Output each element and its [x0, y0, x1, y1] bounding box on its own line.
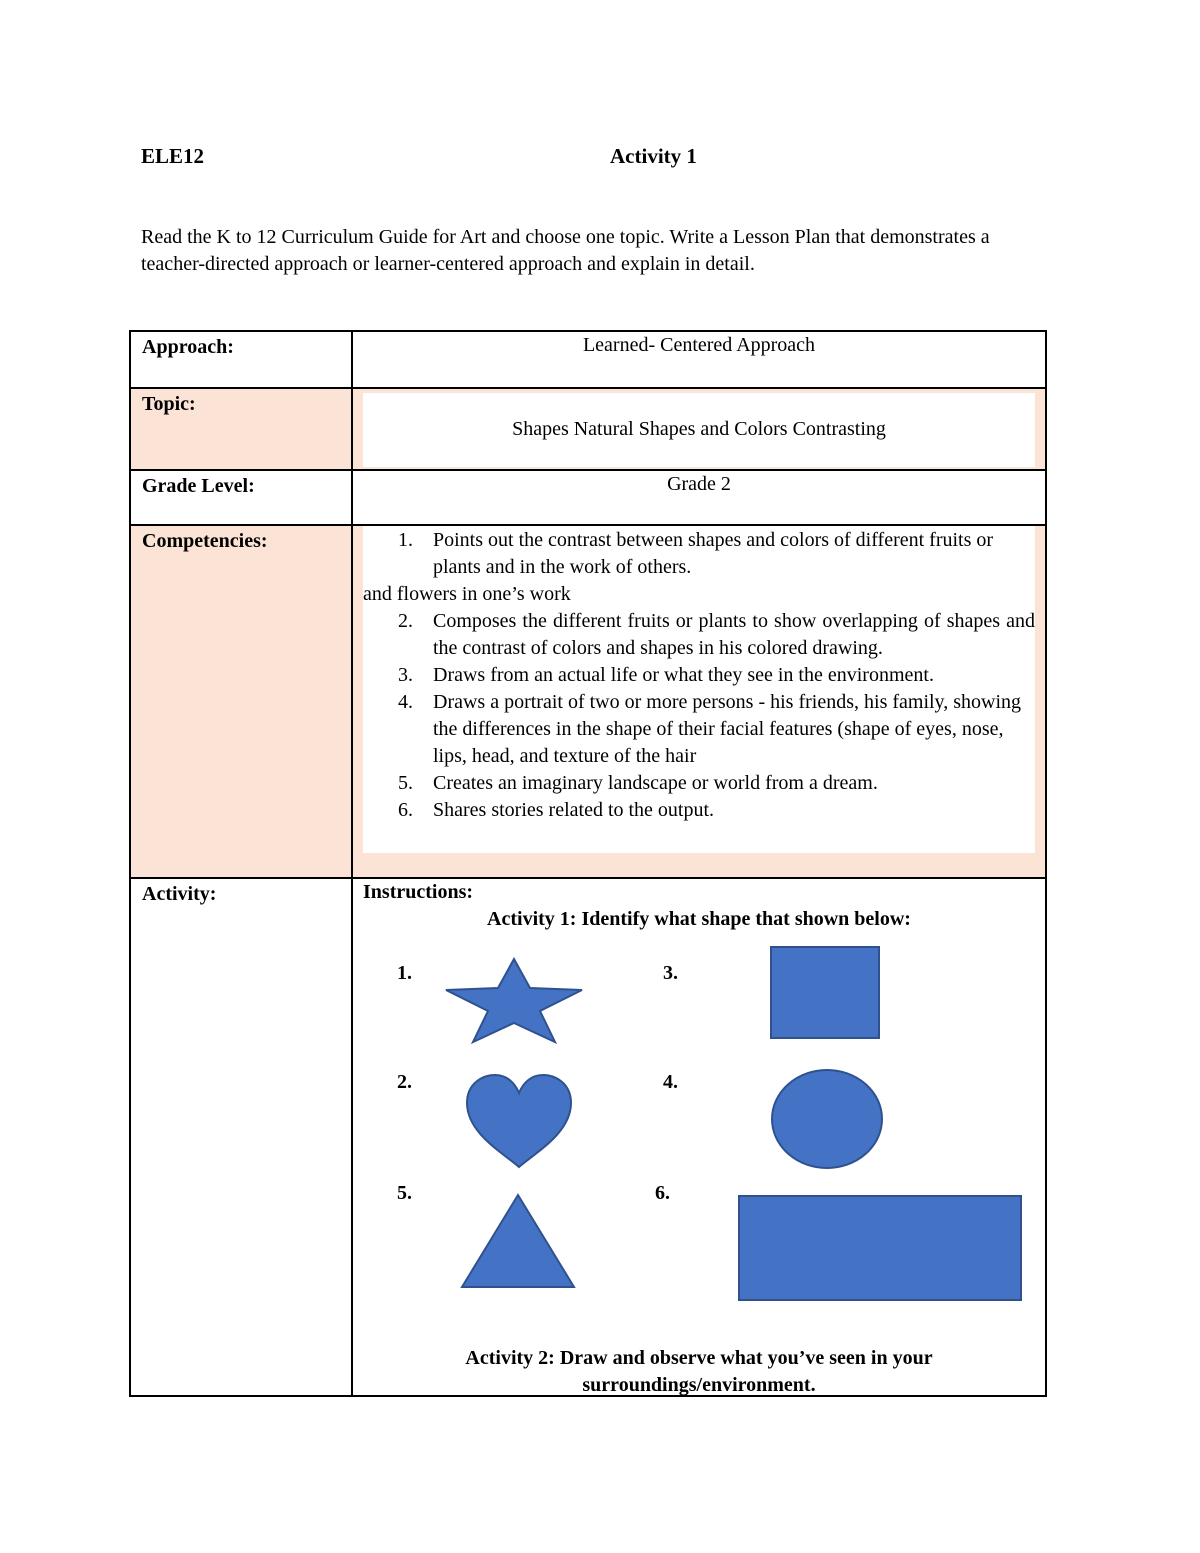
list-item: 6. Shares stories related to the output.	[398, 799, 715, 821]
lesson-plan-table	[129, 330, 1047, 1397]
competencies-cell	[353, 526, 1045, 877]
activity1-title: Activity 1: Identify what shape that shown below:	[487, 908, 911, 930]
list-item: and flowers in one’s work	[363, 583, 571, 605]
shape-number: 3.	[663, 962, 678, 984]
square-icon	[767, 945, 881, 1041]
list-item: 5. Creates an imaginary landscape or world from a dream.	[398, 772, 878, 794]
activity2-title: Activity 2: Draw and observe what you’ve seen in your surroundings/environment.	[465, 1347, 933, 1396]
star-icon	[445, 956, 585, 1046]
instructions-label: Instructions:	[363, 881, 474, 903]
activity-title: Activity 1	[610, 144, 697, 168]
list-item: 2. Composes the different fruits or plants to show overlapping of shapes and the contrast of colors and shapes in his colored drawing.	[398, 610, 1035, 659]
topic-label: Topic:	[131, 389, 353, 469]
triangle-icon	[459, 1192, 579, 1290]
grade-level-label: Grade Level:	[131, 471, 353, 524]
approach-row	[131, 332, 1045, 389]
course-code: ELE12	[141, 144, 205, 168]
shape-number: 1.	[397, 962, 412, 984]
list-item: 3. Draws from an actual life or what they see in the environment.	[398, 664, 934, 686]
competencies-list	[363, 527, 1035, 824]
grade-level-value: Grade 2	[667, 473, 731, 495]
activity-row	[131, 879, 1045, 1395]
shape-number: 5.	[397, 1182, 412, 1204]
rectangle-icon	[736, 1193, 1026, 1305]
list-item: 4. Draws a portrait of two or more persons - his friends, his family, showing the differences in the shape of their facial features (shape of eyes, nose, lips, head, and texture of the hair	[398, 691, 1022, 767]
list-item: 1. Points out the contrast between shapes and colors of different fruits or plants and in the work of others.	[398, 529, 994, 578]
activity-cell	[353, 879, 1045, 1395]
shape-number: 4.	[663, 1071, 678, 1093]
competencies-label: Competencies:	[131, 526, 353, 877]
grade-level-row	[131, 471, 1045, 526]
heart-icon	[463, 1073, 575, 1171]
topic-cell	[353, 389, 1045, 469]
instructions-text: Read the K to 12 Curriculum Guide for Art and choose one topic. Write a Lesson Plan that demonstrates a teacher-directed approach or learner-centered approach and explain in detail.	[141, 226, 990, 275]
topic-row	[131, 389, 1045, 471]
circle-icon	[769, 1067, 885, 1171]
activity-label: Activity:	[131, 879, 353, 1395]
topic-value: Shapes Natural Shapes and Colors Contrasting	[512, 418, 886, 440]
shape-number: 2.	[397, 1071, 412, 1093]
shape-number: 6.	[655, 1182, 670, 1204]
approach-value: Learned- Centered Approach	[582, 334, 816, 356]
competencies-row	[131, 526, 1045, 879]
approach-label: Approach:	[131, 332, 353, 387]
